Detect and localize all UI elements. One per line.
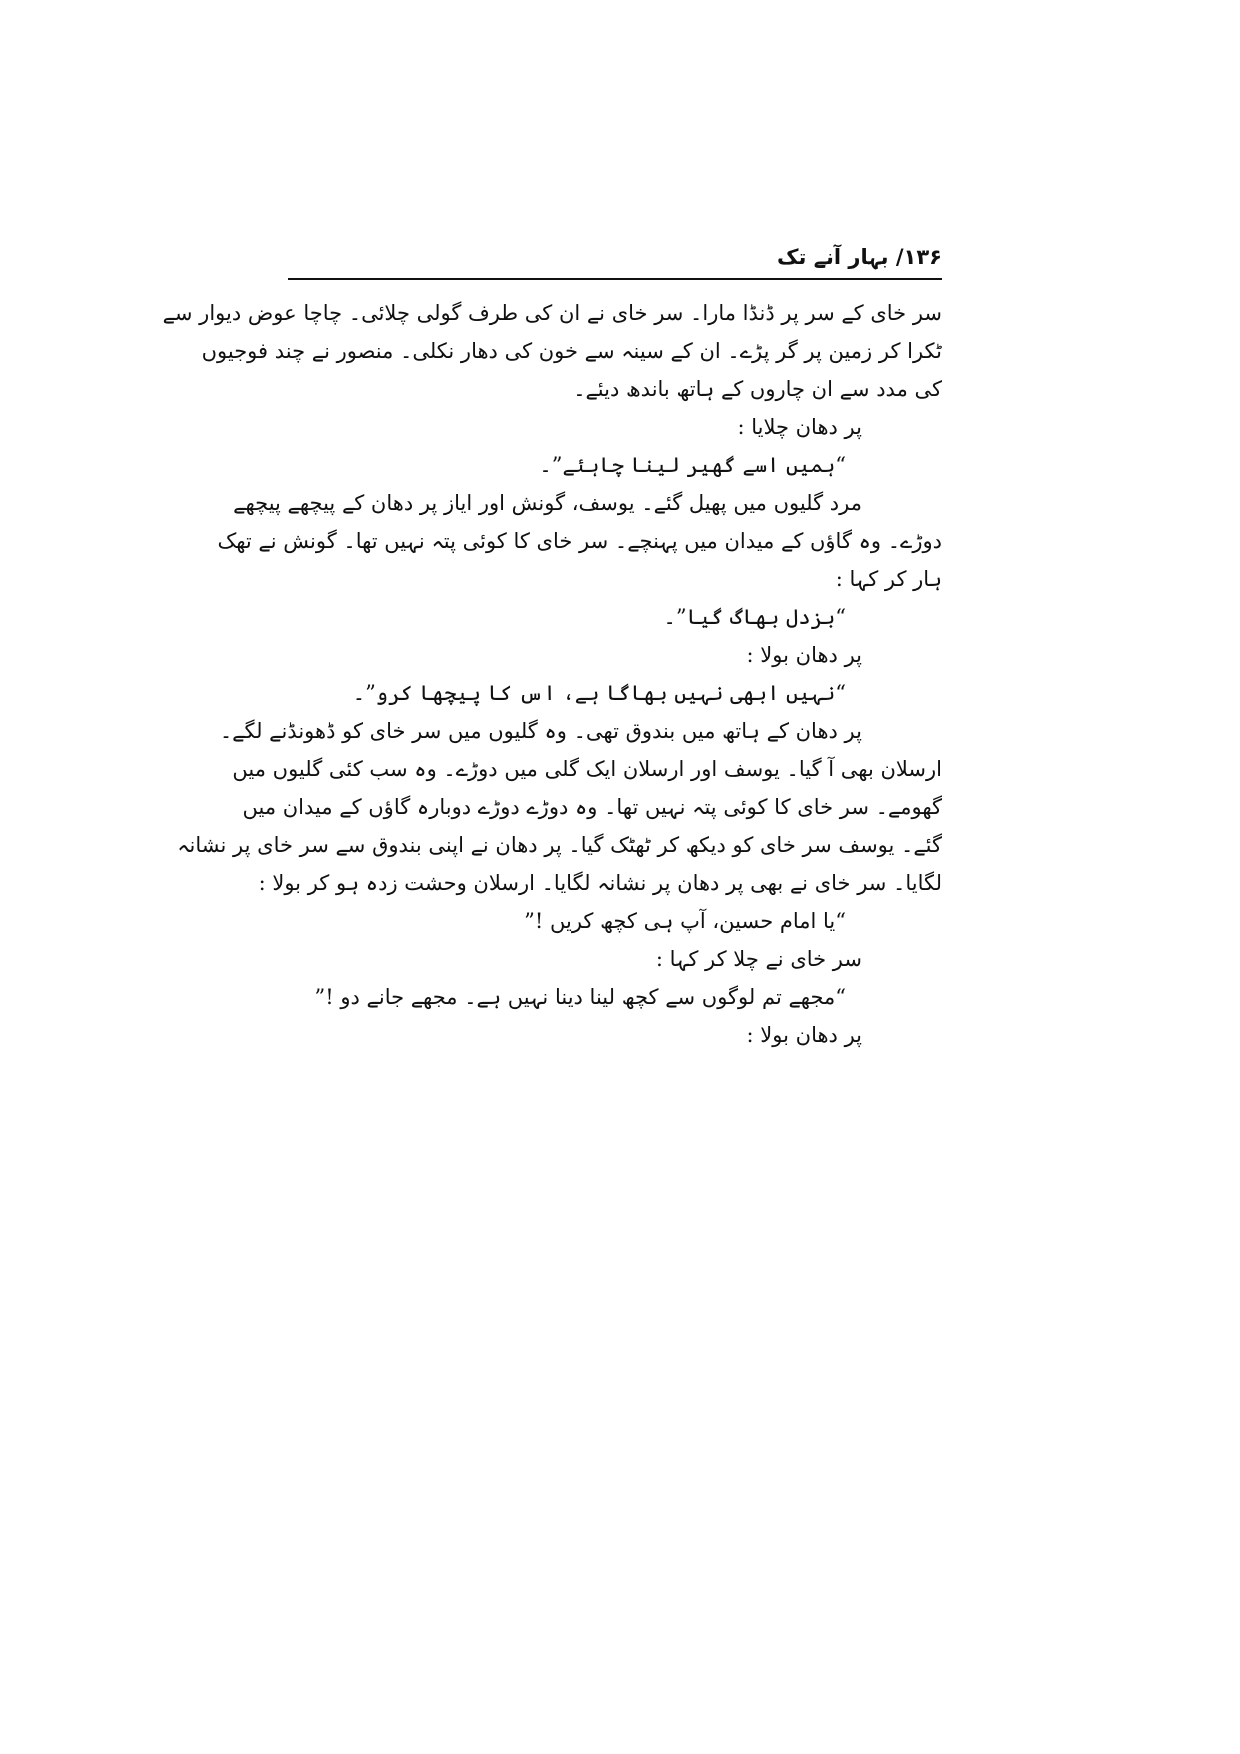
text-line: “نہیں ابھی نہیں بھاگا ہے، اس کا پیچھا کرو”۔	[352, 681, 846, 705]
text-line: گھومے۔ سر خای کا کوئی پتہ نہیں تھا۔ وہ دوڑے دوڑے دوبارہ گاؤں کے میدان میں	[242, 795, 942, 819]
text-line: “ہمیں اسے گھیر لینا چاہئے”۔	[539, 453, 846, 477]
text-line: ٹکرا کر زمین پر گر پڑے۔ ان کے سینہ سے خون کی دھار نکلی۔ منصور نے چند فوجیوں	[201, 339, 942, 363]
text-line: پر دھان بولا :	[746, 1023, 862, 1047]
text-line: “مجھے تم لوگوں سے کچھ لینا دینا نہیں ہے۔ مجھے جانے دو !”	[314, 985, 846, 1009]
running-head: ۱۳۶/ بہار آنے تک	[777, 245, 942, 269]
text-line: پر دھان بولا :	[746, 643, 862, 667]
text-line: ارسلان بھی آ گیا۔ یوسف اور ارسلان ایک گلی میں دوڑے۔ وہ سب کئی گلیوں میں	[232, 757, 942, 781]
text-line: گئے۔ یوسف سر خای کو دیکھ کر ٹھٹک گیا۔ پر دھان نے اپنی بندوق سے سر خای پر نشانہ	[177, 833, 942, 857]
text-line: سر خای نے چلا کر کہا :	[655, 947, 862, 971]
text-line: “بزدل بھاگ گیا”۔	[663, 605, 846, 629]
text-line: پر دھان کے ہاتھ میں بندوق تھی۔ وہ گلیوں میں سر خای کو ڈھونڈنے لگے۔	[219, 719, 862, 743]
text-line: لگایا۔ سر خای نے بھی پر دھان پر نشانہ لگایا۔ ارسلان وحشت زدہ ہو کر بولا :	[258, 871, 942, 895]
text-line: ہار کر کہا :	[835, 567, 942, 591]
header-rule	[288, 278, 942, 280]
text-line: سر خای کے سر پر ڈنڈا مارا۔ سر خای نے ان کی طرف گولی چلائی۔ چاچا عوض دیوار سے	[162, 301, 942, 325]
text-line: “یا امام حسین، آپ ہی کچھ کریں !”	[524, 909, 846, 933]
text-line: دوڑے۔ وہ گاؤں کے میدان میں پہنچے۔ سر خای کا کوئی پتہ نہیں تھا۔ گونش نے تھک	[217, 529, 942, 553]
text-line: مرد گلیوں میں پھیل گئے۔ یوسف، گونش اور ایاز پر دھان کے پیچھے پیچھے	[233, 491, 862, 515]
text-line: پر دھان چلایا :	[737, 415, 862, 439]
body-text	[162, 294, 942, 1054]
text-line: کی مدد سے ان چاروں کے ہاتھ باندھ دیئے۔	[573, 377, 942, 401]
